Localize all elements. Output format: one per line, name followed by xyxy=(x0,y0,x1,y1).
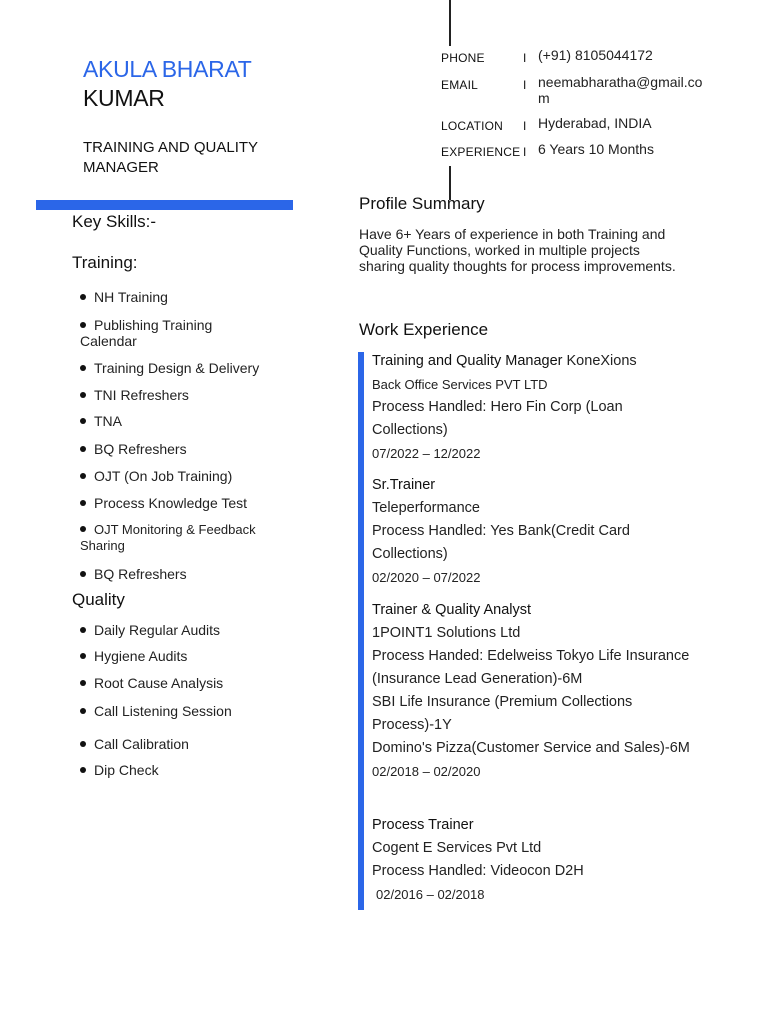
bullet-icon xyxy=(80,365,86,371)
skill-item: Dip Check xyxy=(80,762,159,778)
job-entry xyxy=(372,599,702,783)
job-detail: SBI Life Insurance (Premium Collections Process)-1Y xyxy=(372,694,633,733)
contact-label: LOCATION xyxy=(441,119,504,133)
profile-summary-text: Have 6+ Years of experience in both Training and Quality Functions, worked in multiple projects sharing quality thoughts for process improvements. xyxy=(359,226,676,274)
job-company-line: Back Office Services PVT LTD xyxy=(372,377,548,392)
skill-item: Publishing Training Calendar xyxy=(80,317,213,349)
quality-heading: Quality xyxy=(72,590,125,609)
bullet-icon xyxy=(80,680,86,686)
skill-item: Call Listening Session xyxy=(80,703,232,719)
job-entry xyxy=(372,814,702,906)
last-name: KUMAR xyxy=(83,85,165,111)
skill-item: OJT Monitoring & Feedback Sharing xyxy=(80,522,256,553)
job-detail: Process Handled: Hero Fin Corp (Loan Collections) xyxy=(372,399,623,438)
bullet-icon xyxy=(80,500,86,506)
job-dates: 02/2018 – 02/2020 xyxy=(372,764,481,779)
contact-value: 6 Years 10 Months xyxy=(538,141,654,157)
job-detail: Domino's Pizza(Customer Service and Sales)-6M xyxy=(372,740,690,756)
accent-bar xyxy=(36,200,293,210)
bullet-icon xyxy=(80,627,86,633)
job-entry xyxy=(372,350,702,465)
bullet-icon xyxy=(80,741,86,747)
work-experience-heading: Work Experience xyxy=(359,320,489,339)
contact-value: (+91) 8105044172 xyxy=(538,47,653,63)
bullet-icon xyxy=(80,473,86,479)
bullet-icon xyxy=(80,708,86,714)
skill-item: Process Knowledge Test xyxy=(80,495,247,511)
job-company: Teleperformance xyxy=(372,500,480,516)
job-title: Trainer & Quality Analyst xyxy=(372,602,532,618)
contact-label: EMAIL xyxy=(441,78,479,92)
skill-item: Training Design & Delivery xyxy=(80,360,259,376)
bullet-icon xyxy=(80,653,86,659)
bullet-icon xyxy=(80,526,86,532)
bullet-icon xyxy=(80,571,86,577)
contact-separator: I xyxy=(523,51,527,65)
job-title: Sr.Trainer xyxy=(372,477,436,493)
job-entry xyxy=(372,474,702,589)
experience-accent-bar xyxy=(358,352,364,910)
bullet-icon xyxy=(80,418,86,424)
skill-item: NH Training xyxy=(80,289,168,305)
job-dates: 07/2022 – 12/2022 xyxy=(372,446,481,461)
skill-item: Daily Regular Audits xyxy=(80,622,220,638)
first-name: AKULA BHARAT xyxy=(83,56,252,82)
job-detail: Process Handled: Videocon D2H xyxy=(372,863,584,879)
job-detail: Process Handed: Edelweiss Tokyo Life Insurance (Insurance Lead Generation)-6M xyxy=(372,648,690,687)
job-title: Process Trainer xyxy=(372,817,474,833)
bullet-icon xyxy=(80,446,86,452)
contact-label: PHONE xyxy=(441,51,485,65)
profile-summary-heading: Profile Summary xyxy=(359,194,485,213)
job-detail: Process Handled: Yes Bank(Credit Card Collections) xyxy=(372,523,630,562)
contact-separator: I xyxy=(523,119,527,133)
divider-line-top xyxy=(449,0,451,46)
job-company: Cogent E Services Pvt Ltd xyxy=(372,840,542,856)
skill-item: Hygiene Audits xyxy=(80,648,187,664)
bullet-icon xyxy=(80,294,86,300)
contact-value: neemabharatha@gmail.com xyxy=(538,74,703,106)
skill-item: TNA xyxy=(80,413,122,429)
skill-item: BQ Refreshers xyxy=(80,566,187,582)
skill-item: BQ Refreshers xyxy=(80,441,187,457)
job-dates: 02/2016 – 02/2018 xyxy=(376,887,485,902)
job-company: 1POINT1 Solutions Ltd xyxy=(372,625,521,641)
contact-label: EXPERIENCE xyxy=(441,145,521,159)
bullet-icon xyxy=(80,767,86,773)
skill-item: OJT (On Job Training) xyxy=(80,468,232,484)
bullet-icon xyxy=(80,392,86,398)
key-skills-heading: Key Skills:- xyxy=(72,212,157,231)
training-heading: Training: xyxy=(72,253,138,272)
job-company: KoneXions xyxy=(566,353,637,369)
contact-separator: I xyxy=(523,78,527,92)
contact-value: Hyderabad, INDIA xyxy=(538,115,652,131)
job-title: Training and Quality Manager xyxy=(372,353,563,369)
job-dates: 02/2020 – 07/2022 xyxy=(372,570,481,585)
contact-separator: I xyxy=(523,145,527,159)
skill-item: Root Cause Analysis xyxy=(80,675,223,691)
skill-item: Call Calibration xyxy=(80,736,189,752)
job-role: TRAINING AND QUALITY MANAGER xyxy=(83,139,258,176)
skill-item: TNI Refreshers xyxy=(80,387,189,403)
bullet-icon xyxy=(80,322,86,328)
